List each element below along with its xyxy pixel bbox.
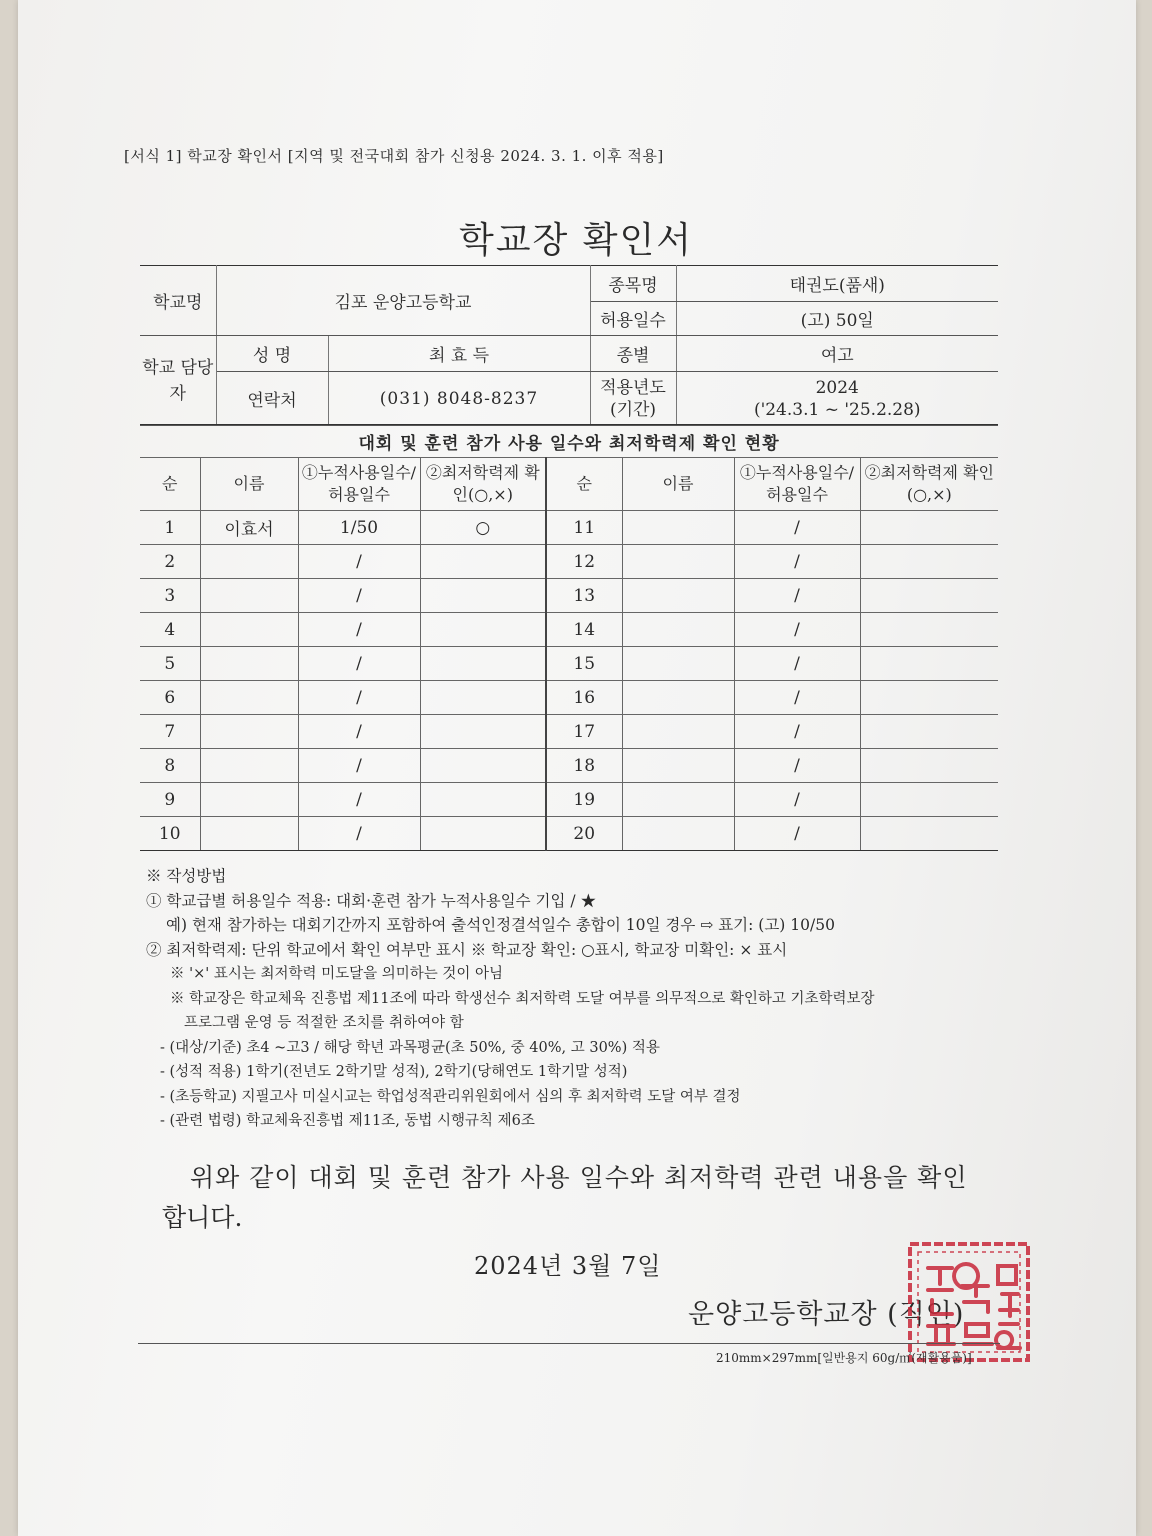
form-header: [서식 1] 학교장 확인서 [지역 및 전국대회 참가 신청용 2024. 3. 1. 이후 적용] bbox=[124, 147, 664, 165]
table-row bbox=[140, 613, 998, 647]
row-name-left bbox=[200, 817, 298, 851]
row-check-right bbox=[860, 783, 998, 817]
row-days-right: / bbox=[734, 749, 860, 783]
allowed-days-value: (고) 50일 bbox=[676, 302, 998, 336]
sport-label: 종목명 bbox=[590, 266, 676, 302]
row-name-right bbox=[622, 681, 734, 715]
notes bbox=[146, 864, 1016, 1134]
row-no-right: 18 bbox=[546, 749, 622, 783]
confirm-line-1: 위와 같이 대회 및 훈련 참가 사용 일수와 최저학력 관련 내용을 확인 bbox=[190, 1163, 968, 1192]
name-value: 최 효 득 bbox=[328, 336, 590, 372]
row-check-left bbox=[420, 613, 546, 647]
table-row bbox=[140, 783, 998, 817]
table-row bbox=[140, 545, 998, 579]
row-no-left: 1 bbox=[140, 511, 200, 545]
status-caption: 대회 및 훈련 참가 사용 일수와 최저학력제 확인 현황 bbox=[140, 425, 998, 458]
name-label: 성 명 bbox=[216, 336, 328, 372]
row-check-right bbox=[860, 545, 998, 579]
row-no-left: 6 bbox=[140, 681, 200, 715]
row-check-right bbox=[860, 647, 998, 681]
school-label: 학교명 bbox=[140, 266, 216, 336]
school-name: 김포 운양고등학교 bbox=[216, 266, 590, 336]
row-check-left bbox=[420, 749, 546, 783]
period-value: ('24.3.1 ~ '25.2.28) bbox=[753, 399, 921, 420]
row-name-left bbox=[200, 545, 298, 579]
row-days-left: / bbox=[298, 579, 420, 613]
table-row bbox=[140, 817, 998, 851]
row-name-left bbox=[200, 783, 298, 817]
row-no-right: 17 bbox=[546, 715, 622, 749]
row-days-right: / bbox=[734, 511, 860, 545]
year-label: 적용년도 (기간) bbox=[590, 372, 676, 426]
row-no-left: 9 bbox=[140, 783, 200, 817]
row-no-right: 12 bbox=[546, 545, 622, 579]
row-days-left: 1/50 bbox=[298, 511, 420, 545]
row-check-left bbox=[420, 681, 546, 715]
row-name-right bbox=[622, 783, 734, 817]
row-days-left: / bbox=[298, 613, 420, 647]
principal-signature: 운양고등학교장 (직인) bbox=[688, 1299, 965, 1330]
row-check-left bbox=[420, 579, 546, 613]
manager-label: 학교 담당자 bbox=[140, 336, 216, 426]
type-label: 종별 bbox=[590, 336, 676, 372]
row-days-right: / bbox=[734, 715, 860, 749]
col-no-right: 순 bbox=[546, 458, 622, 511]
note-line: ② 최저학력제: 단위 학교에서 확인 여부만 표시 ※ 학교장 확인: ○표시, 학교장 미확인: × 표시 bbox=[146, 940, 788, 959]
note-line: - (대상/기준) 초4 ~고3 / 해당 학년 과목평균(초 50%, 중 40%, 고 30%) 적용 bbox=[160, 1039, 660, 1056]
row-no-left: 2 bbox=[140, 545, 200, 579]
row-name-left bbox=[200, 749, 298, 783]
note-line: - (관련 법령) 학교체육진흥법 제11조, 동법 시행규칙 제6조 bbox=[160, 1113, 535, 1129]
row-name-left bbox=[200, 715, 298, 749]
row-name-right bbox=[622, 715, 734, 749]
row-name-right bbox=[622, 647, 734, 681]
row-name-right bbox=[622, 749, 734, 783]
row-check-right bbox=[860, 681, 998, 715]
row-no-right: 15 bbox=[546, 647, 622, 681]
row-days-right: / bbox=[734, 579, 860, 613]
note-line: - (초등학교) 지필고사 미실시교는 학업성적관리위원회에서 심의 후 최저학력 도달 여부 결정 bbox=[160, 1088, 741, 1105]
confirm-line-2: 합니다. bbox=[162, 1203, 243, 1232]
confirm-statement bbox=[162, 1158, 1002, 1238]
row-days-left: / bbox=[298, 749, 420, 783]
school-seal-icon bbox=[906, 1240, 1032, 1364]
page-title: 학교장 확인서 bbox=[458, 220, 694, 261]
row-days-right: / bbox=[734, 613, 860, 647]
row-name-left bbox=[200, 647, 298, 681]
year-cell bbox=[676, 372, 998, 426]
row-check-left bbox=[420, 647, 546, 681]
row-days-left: / bbox=[298, 715, 420, 749]
row-name-left bbox=[200, 613, 298, 647]
row-name-right bbox=[622, 511, 734, 545]
row-check-right bbox=[860, 817, 998, 851]
row-days-left: / bbox=[298, 783, 420, 817]
note-line: - (성적 적용) 1학기(전년도 2학기말 성적), 2학기(당해연도 1학기말 성적) bbox=[160, 1064, 628, 1080]
col-days-left: ①누적사용일수/ 허용일수 bbox=[298, 458, 420, 511]
col-name-right: 이름 bbox=[622, 458, 734, 511]
row-name-left: 이효서 bbox=[200, 511, 298, 545]
row-no-right: 19 bbox=[546, 783, 622, 817]
row-name-right bbox=[622, 579, 734, 613]
row-check-left bbox=[420, 715, 546, 749]
row-check-left bbox=[420, 817, 546, 851]
col-check-right: ②최저학력제 확인(○,×) bbox=[860, 458, 998, 511]
row-no-left: 5 bbox=[140, 647, 200, 681]
row-no-right: 14 bbox=[546, 613, 622, 647]
note-line: ※ '×' 표시는 최저학력 미도달을 의미하는 것이 아님 bbox=[170, 966, 504, 982]
issue-date: 2024년 3월 7일 bbox=[474, 1252, 662, 1280]
row-days-right: / bbox=[734, 647, 860, 681]
year-value: 2024 bbox=[815, 377, 859, 398]
row-check-right bbox=[860, 511, 998, 545]
row-days-left: / bbox=[298, 817, 420, 851]
row-check-left: ○ bbox=[420, 511, 546, 545]
row-no-left: 7 bbox=[140, 715, 200, 749]
row-days-left: / bbox=[298, 545, 420, 579]
col-days-right: ①누적사용일수/ 허용일수 bbox=[734, 458, 860, 511]
row-no-left: 4 bbox=[140, 613, 200, 647]
row-name-right bbox=[622, 613, 734, 647]
col-no-left: 순 bbox=[140, 458, 200, 511]
table-row bbox=[140, 715, 998, 749]
row-no-right: 16 bbox=[546, 681, 622, 715]
row-no-right: 13 bbox=[546, 579, 622, 613]
row-name-right bbox=[622, 545, 734, 579]
note-line: ※ 학교장은 학교체육 진흥법 제11조에 따라 학생선수 최저학력 도달 여부를 의무적으로 확인하고 기초학력보장 bbox=[170, 990, 875, 1007]
row-no-right: 20 bbox=[546, 817, 622, 851]
row-check-right bbox=[860, 613, 998, 647]
row-no-right: 11 bbox=[546, 511, 622, 545]
row-days-left: / bbox=[298, 647, 420, 681]
row-check-left bbox=[420, 783, 546, 817]
row-name-left bbox=[200, 579, 298, 613]
row-days-right: / bbox=[734, 783, 860, 817]
status-table bbox=[140, 424, 998, 851]
table-row bbox=[140, 749, 998, 783]
row-days-right: / bbox=[734, 817, 860, 851]
row-check-right bbox=[860, 715, 998, 749]
info-table bbox=[140, 265, 998, 426]
table-row bbox=[140, 511, 998, 545]
table-row bbox=[140, 579, 998, 613]
type-value: 여고 bbox=[676, 336, 998, 372]
seal-glyphs bbox=[928, 1264, 1020, 1348]
row-no-left: 3 bbox=[140, 579, 200, 613]
col-check-left: ②최저학력제 확인(○,×) bbox=[420, 458, 546, 511]
row-check-right bbox=[860, 579, 998, 613]
contact-label: 연락처 bbox=[216, 372, 328, 426]
row-name-left bbox=[200, 681, 298, 715]
allowed-days-label: 허용일수 bbox=[590, 302, 676, 336]
sport-value: 태권도(품새) bbox=[676, 266, 998, 302]
row-days-right: / bbox=[734, 681, 860, 715]
row-no-left: 10 bbox=[140, 817, 200, 851]
row-days-right: / bbox=[734, 545, 860, 579]
row-name-right bbox=[622, 817, 734, 851]
contact-value: (031) 8048-8237 bbox=[328, 372, 590, 426]
row-no-left: 8 bbox=[140, 749, 200, 783]
notes-heading: ※ 작성방법 bbox=[146, 867, 227, 885]
table-row bbox=[140, 681, 998, 715]
row-check-left bbox=[420, 545, 546, 579]
bottom-divider bbox=[138, 1343, 1000, 1344]
row-days-left: / bbox=[298, 681, 420, 715]
paper-size-note: 210mm×297mm[일반용지 60g/㎡(재활용품)] bbox=[716, 1351, 972, 1365]
note-line: ① 학교급별 허용일수 적용: 대회·훈련 참가 누적사용일수 기입 / ★ bbox=[146, 891, 597, 910]
table-row bbox=[140, 647, 998, 681]
note-line: 예) 현재 참가하는 대회기간까지 포함하여 출석인정결석일수 총합이 10일 경우 ⇨ 표기: (고) 10/50 bbox=[166, 916, 835, 934]
status-body bbox=[140, 511, 998, 851]
note-line: 프로그램 운영 등 적절한 조치를 취하여야 함 bbox=[184, 1015, 464, 1031]
col-name-left: 이름 bbox=[200, 458, 298, 511]
row-check-right bbox=[860, 749, 998, 783]
